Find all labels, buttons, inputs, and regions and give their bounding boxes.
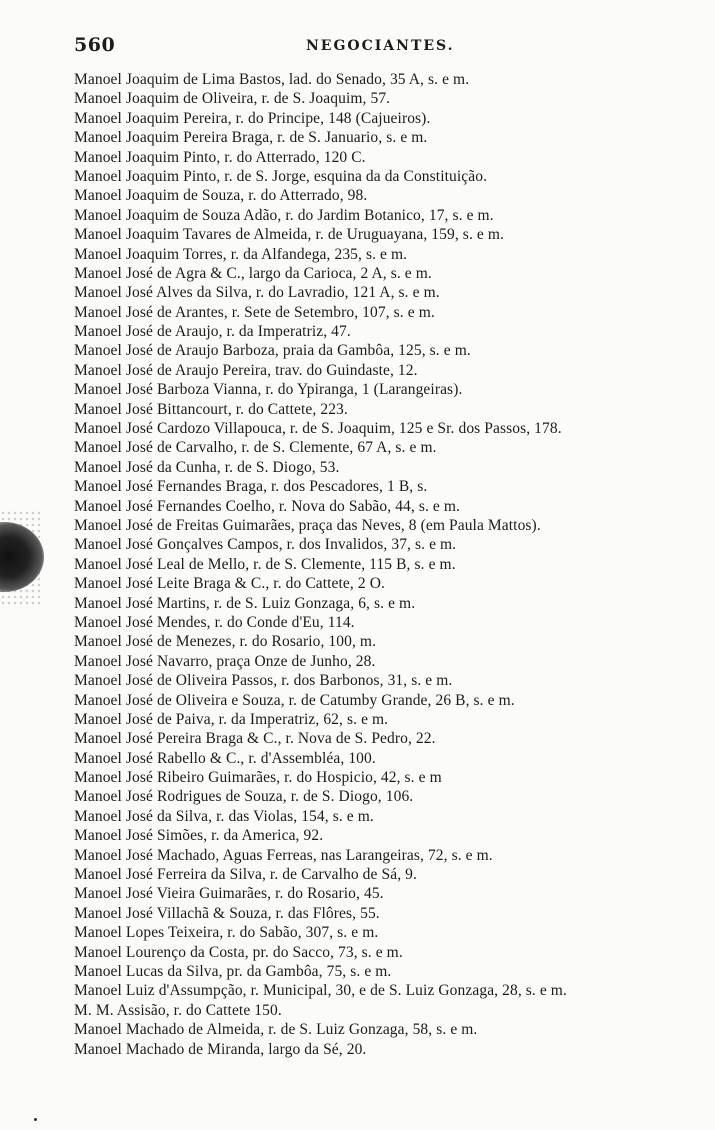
list-item: Manoel Luiz d'Assumpção, r. Municipal, 30, e de S. Luiz Gonzaga, 28, s. e m.	[74, 982, 567, 1000]
list-item: Manoel José Ferreira da Silva, r. de Carvalho de Sá, 9.	[74, 866, 417, 884]
list-item: Manoel José de Araujo Pereira, trav. do Guindaste, 12.	[74, 361, 418, 379]
list-item: Manoel José de Paiva, r. da Imperatriz, 62, s. e m.	[74, 710, 389, 728]
list-item: Manoel José de Carvalho, r. de S. Clemente, 67 A, s. e m.	[74, 439, 437, 457]
list-item: Manoel José de Freitas Guimarães, praça das Neves, 8 (em Paula Mattos).	[74, 516, 541, 534]
list-item: Manoel José Barboza Vianna, r. do Ypiranga, 1 (Larangeiras).	[74, 381, 463, 399]
list-item: Manoel José de Oliveira e Souza, r. de Catumby Grande, 26 B, s. e m.	[74, 691, 515, 709]
list-item: Manoel Machado de Almeida, r. de S. Luiz Gonzaga, 58, s. e m.	[74, 1021, 478, 1039]
page-header	[74, 34, 694, 58]
list-item: Manoel Machado de Miranda, largo da Sé, 20.	[74, 1040, 367, 1058]
list-item: Manoel José Machado, Aguas Ferreas, nas Larangeiras, 72, s. e m.	[74, 846, 493, 864]
list-item: Manoel José Mendes, r. do Conde d'Eu, 114.	[74, 613, 355, 631]
list-item: Manoel Joaquim Tavares de Almeida, r. de Uruguayana, 159, s. e m.	[74, 226, 504, 244]
list-item: Manoel José Cardozo Villapouca, r. de S. Joaquim, 125 e Sr. dos Passos, 178.	[74, 420, 562, 438]
list-item: Manoel José da Silva, r. das Violas, 154, s. e m.	[74, 807, 374, 825]
list-item: Manoel José de Araujo Barboza, praia da Gambôa, 125, s. e m.	[74, 342, 471, 360]
list-item: Manoel José Bittancourt, r. do Cattete, 223.	[74, 400, 348, 418]
list-item: Manoel José Vieira Guimarães, r. do Rosario, 45.	[74, 885, 384, 903]
list-item: Manoel José Gonçalves Campos, r. dos Invalidos, 37, s. e m.	[74, 536, 457, 554]
page-number: 560	[74, 34, 116, 56]
list-item: Manoel Joaquim Pinto, r. do Atterrado, 120 C.	[74, 148, 366, 166]
list-item: Manoel José Fernandes Braga, r. dos Pescadores, 1 B, s.	[74, 478, 428, 496]
list-item: Manoel José Simões, r. da America, 92.	[74, 827, 324, 845]
list-item: Manoel Lopes Teixeira, r. do Sabão, 307, s. e m.	[74, 924, 379, 942]
list-item: Manoel José Ribeiro Guimarães, r. do Hospicio, 42, s. e m	[74, 769, 442, 787]
list-item: Manoel Joaquim de Souza Adão, r. do Jardim Botanico, 17, s. e m.	[74, 206, 494, 224]
list-item: Manoel José da Cunha, r. de S. Diogo, 53.	[74, 458, 340, 476]
list-item: Manoel José Fernandes Coelho, r. Nova do Sabão, 44, s. e m.	[74, 497, 461, 515]
list-item: Manoel José de Arantes, r. Sete de Setembro, 107, s. e m.	[74, 303, 435, 321]
list-item: Manoel Joaquim de Souza, r. do Atterrado, 98.	[74, 187, 368, 205]
list-item: Manoel José Rabello & C., r. d'Assembléa, 100.	[74, 749, 376, 767]
list-item: Manoel José de Menezes, r. do Rosario, 100, m.	[74, 633, 377, 651]
list-item: Manoel Joaquim Pereira Braga, r. de S. Januario, s. e m.	[74, 129, 428, 147]
list-item: Manoel José de Oliveira Passos, r. dos Barbonos, 31, s. e m.	[74, 672, 453, 690]
list-item: Manoel Lucas da Silva, pr. da Gambôa, 75, s. e m.	[74, 962, 392, 980]
running-title: NEGOCIANTES.	[306, 38, 455, 54]
list-item: Manoel José Alves da Silva, r. do Lavradio, 121 A, s. e m.	[74, 284, 440, 302]
list-item: Manoel José Martins, r. de S. Luiz Gonzaga, 6, s. e m.	[74, 594, 416, 612]
merchant-list	[74, 70, 704, 1059]
list-item: Manoel Joaquim Pinto, r. de S. Jorge, esquina da da Constituição.	[74, 167, 488, 185]
list-item: Manoel Joaquim de Oliveira, r. de S. Joaquim, 57.	[74, 90, 391, 108]
list-item: Manoel José Leal de Mello, r. de S. Clemente, 115 B, s. e m.	[74, 555, 456, 573]
list-item: Manoel Joaquim Pereira, r. do Principe, 148 (Cajueiros).	[74, 109, 431, 127]
list-item: Manoel José de Agra & C., largo da Carioca, 2 A, s. e m.	[74, 264, 432, 282]
list-item: M. M. Assisão, r. do Cattete 150.	[74, 1001, 282, 1019]
list-item: Manoel José Pereira Braga & C., r. Nova de S. Pedro, 22.	[74, 730, 436, 748]
list-item: Manoel José de Araujo, r. da Imperatriz, 47.	[74, 323, 351, 341]
list-item: Manoel José Navarro, praça Onze de Junho, 28.	[74, 652, 376, 670]
list-item: Manoel José Villachã & Souza, r. das Flôres, 55.	[74, 904, 380, 922]
paper-speck	[34, 1118, 37, 1121]
list-item: Manoel Joaquim Torres, r. da Alfandega, 235, s. e m.	[74, 245, 408, 263]
list-item: Manoel José Leite Braga & C., r. do Cattete, 2 O.	[74, 575, 385, 593]
list-item: Manoel Joaquim de Lima Bastos, lad. do Senado, 35 A, s. e m.	[74, 71, 470, 88]
list-item: Manoel Lourenço da Costa, pr. do Sacco, 73, s. e m.	[74, 943, 403, 961]
list-item: Manoel José Rodrigues de Souza, r. de S. Diogo, 106.	[74, 788, 414, 806]
